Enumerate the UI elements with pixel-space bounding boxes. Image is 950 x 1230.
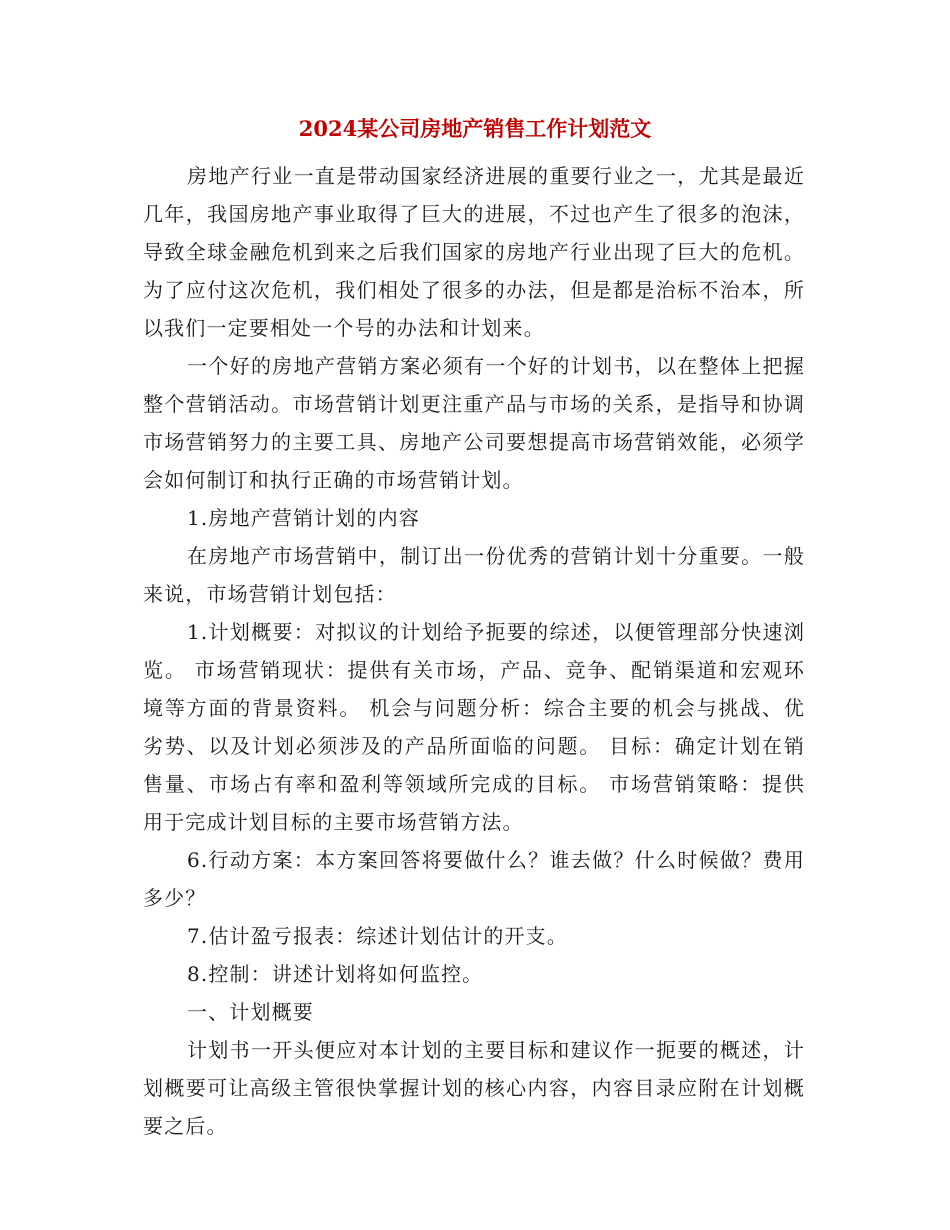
paragraph-intro: 房地产行业一直是带动国家经济进展的重要行业之一，尤其是最近几年，我国房地产事业取得了巨大的进展，不过也产生了很多的泡沫，导致全球金融危机到来之后我们国家的房地产行业出现了巨大的危机。为了应付这次危机，我们相处了很多的办法，但是都是治标不治本，所以我们一定要相处一个号的办法和计划来。	[143, 164, 805, 340]
document-title: 2024某公司房地产销售工作计划范文	[298, 116, 652, 141]
paragraph-summary: 计划书一开头便应对本计划的主要目标和建议作一扼要的概述，计划概要可让高级主管很快掌握计划的核心内容，内容目录应附在计划概要之后。	[143, 1038, 805, 1138]
section-heading-summary: 一、计划概要	[187, 1000, 314, 1024]
section-heading-plan-content: 1.房地产营销计划的内容	[187, 506, 420, 530]
list-item-action-plan: 6.行动方案：本方案回答将要做什么？谁去做？什么时候做？费用多少？	[143, 848, 805, 910]
paragraph-plan-importance: 一个好的房地产营销方案必须有一个好的计划书，以在整体上把握整个营销活动。市场营销计划更注重产品与市场的关系，是指导和协调市场营销努力的主要工具、房地产公司要想提高市场营销效能，必须学会如何制订和执行正确的市场营销计划。	[143, 354, 805, 492]
list-item-plan-summary: 1.计划概要：对拟议的计划给予扼要的综述，以便管理部分快速浏览。 市场营销现状：提供有关市场，产品、竞争、配销渠道和宏观环境等方面的背景资料。 机会与问题分析：综合主要的机会与挑战、优劣势、以及计划必须涉及的产品所面临的问题。 目标：确定计划在销售量、市场占有率和盈利等领域所完成的目标。 市场营销策略：提供用于完成计划目标的主要市场营销方法。	[143, 620, 805, 834]
document-body	[143, 157, 805, 1145]
list-item-profit-loss: 7.估计盈亏报表：综述计划估计的开支。	[187, 924, 568, 948]
paragraph-plan-includes: 在房地产市场营销中，制订出一份优秀的营销计划十分重要。一般来说，市场营销计划包括：	[143, 544, 805, 606]
list-item-control: 8.控制：讲述计划将如何监控。	[187, 962, 484, 986]
